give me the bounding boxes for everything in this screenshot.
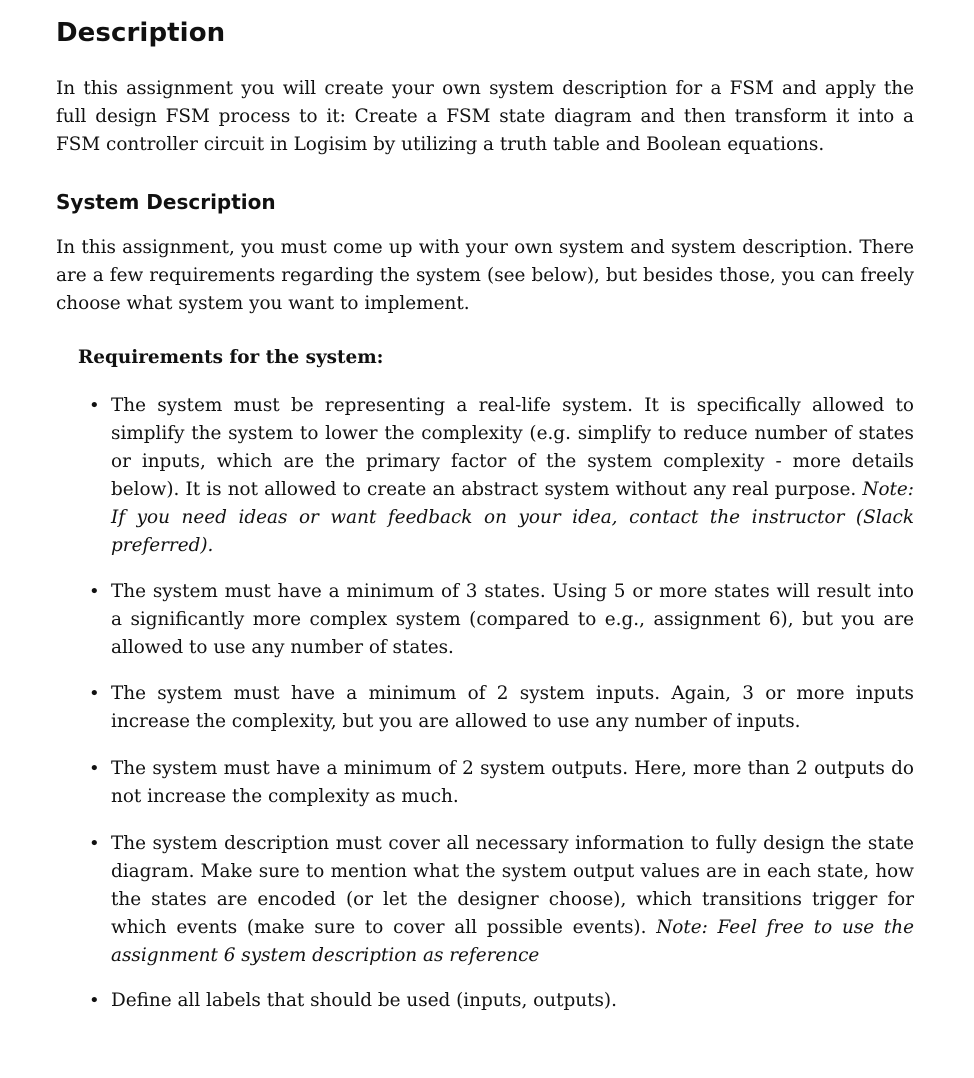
requirement-text: The system must have a minimum of 3 states. Using 5 or more states will result into a significantly more complex system (compared to e.g., assignment 6), but you are allowed to use any number of states. — [111, 581, 914, 658]
requirements-title: Requirements for the system: — [78, 347, 384, 368]
list-item — [89, 755, 914, 811]
list-item — [89, 830, 914, 970]
bullet-icon: • — [89, 395, 100, 416]
requirement-text: The system must have a minimum of 2 system inputs. Again, 3 or more inputs increase the complexity, but you are allowed to use any number of inputs. — [111, 683, 914, 732]
intro-paragraph: In this assignment you will create your own system description for a FSM and apply the full design FSM process to it: Create a FSM state diagram and then transform it into a FSM controller circuit in Logisim by utilizing a truth table and Boolean equations. — [56, 78, 914, 155]
requirement-text: The system must be representing a real-life system. It is specifically allowed to simplify the system to lower the complexity (e.g. simplify to reduce number of states or inputs, which are the primary factor of the system complexity - more details below). It is not allowed to create an abstract system without any real purpose. — [111, 395, 914, 500]
requirement-text: The system description must cover all necessary information to fully design the state diagram. Make sure to mention what the system output values are in each state, how the states are encoded (or let the designer choose), which transitions trigger for which events (make sure to cover all possible events). — [111, 833, 914, 938]
bullet-icon: • — [89, 990, 100, 1011]
requirement-text: The system must have a minimum of 2 system outputs. Here, more than 2 outputs do not increase the complexity as much. — [111, 758, 914, 807]
list-item — [89, 987, 914, 1015]
bullet-icon: • — [89, 758, 100, 779]
requirement-text: Define all labels that should be used (inputs, outputs). — [111, 990, 617, 1011]
list-item — [89, 680, 914, 736]
section-heading: System Description — [56, 190, 276, 214]
bullet-icon: • — [89, 683, 100, 704]
section-paragraph: In this assignment, you must come up with your own system and system description. There are a few requirements regarding the system (see below), but besides those, you can freely choose what system you want to implement. — [56, 237, 914, 314]
bullet-icon: • — [89, 581, 100, 602]
requirement-note: Note: Feel free to use the assignment 6 system description as reference — [111, 917, 914, 966]
requirement-note: Note: If you need ideas or want feedback on your idea, contact the instructor (Slack preferred). — [111, 479, 914, 556]
list-item — [89, 578, 914, 662]
page-title: Description — [56, 18, 226, 48]
bullet-icon: • — [89, 833, 100, 854]
list-item — [89, 392, 914, 560]
